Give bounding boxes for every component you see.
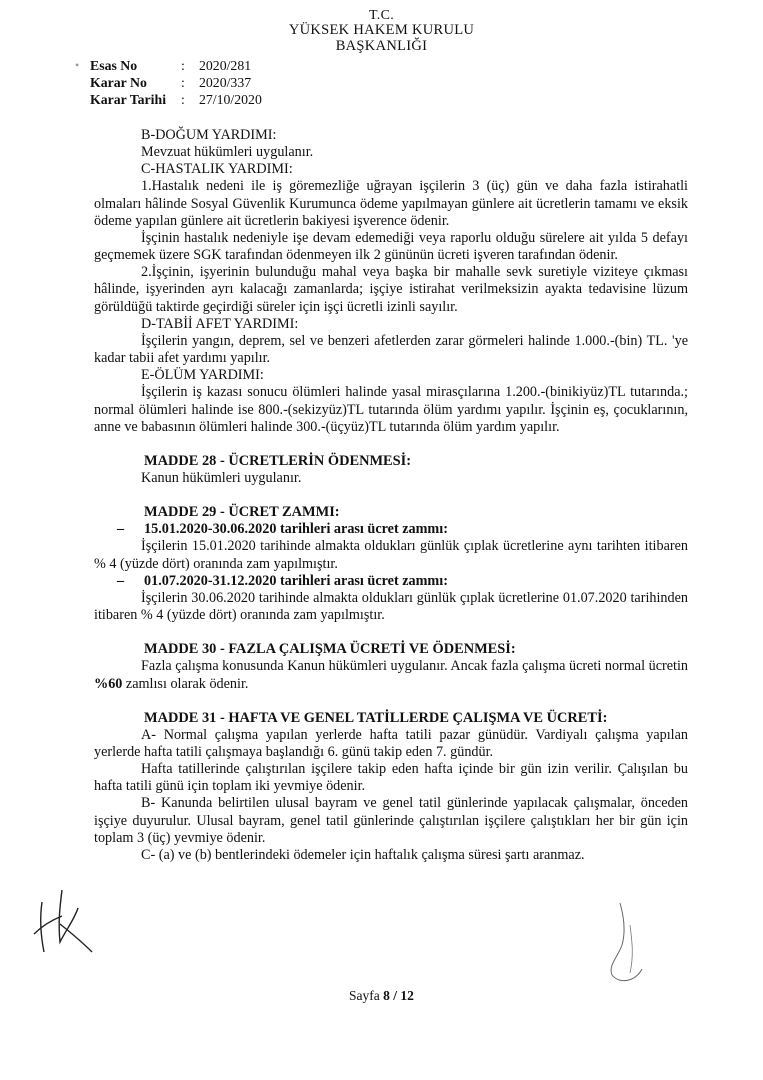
spacer — [94, 436, 688, 453]
article-29-sub1-text: İşçilerin 15.01.2020 tarihinde almakta oldukları günlük çıplak ücretlerine aynı tarihten itibaren % 4 (yüzde dört) oranında zam yapılmıştır. — [94, 538, 688, 572]
meta-colon: : — [181, 92, 185, 107]
page-label: Sayfa — [349, 988, 384, 1003]
article-30-text — [94, 658, 688, 692]
article-29-sub2-title: 01.07.2020-31.12.2020 tarihleri arası ücret zammı: — [144, 572, 448, 589]
article-30-title: MADDE 30 - FAZLA ÇALIŞMA ÜCRETİ VE ÖDENMESİ: — [144, 641, 516, 658]
paragraph-e: İşçilerin iş kazası sonucu ölümleri halinde yasal mirasçılarına 1.200.-(binikiyüz)TL tutarında.; normal ölümleri halinde ise 800.-(sekizyüz)TL tutarında ölüm yardımı yapılır. İşçinin eş, çocuklarının, anne ve babasının ölümleri halinde 300.-(üçyüz)TL tutarında ölüm yardım yapılır. — [94, 384, 688, 435]
meta-value: 2020/337 — [199, 75, 252, 90]
section-title-e: E-ÖLÜM YARDIMI: — [141, 367, 264, 384]
spacer — [94, 487, 688, 504]
article-31-para-holiday: Hafta tatillerinde çalıştırılan işçilere takip eden hafta içinde bir gün izin verilir. Çalışılan bu hafta tatili günü için toplam iki yevmiye ödenir. — [94, 761, 688, 795]
article-29-sub2-heading — [94, 573, 688, 590]
article-28-title: MADDE 28 - ÜCRETLERİN ÖDENMESİ: — [144, 452, 412, 469]
header-country: T.C. — [368, 8, 395, 23]
article-29-sub1-heading — [94, 521, 688, 538]
meta-label: Esas No — [90, 58, 138, 73]
article-30-rate: %60 — [94, 675, 123, 692]
meta-colon: : — [181, 58, 185, 73]
article-31-para-c: C- (a) ve (b) bentlerindeki ödemeler için haftalık çalışma süresi şartı aranmaz. — [141, 846, 585, 863]
signature-scribble-icon — [590, 895, 660, 990]
section-title-d: D-TABİİ AFET YARDIMI: — [141, 315, 299, 332]
dash-marker: – — [117, 521, 125, 538]
article-29-sub1-title: 15.01.2020-30.06.2020 tarihleri arası ücret zammı: — [144, 521, 448, 538]
meta-value: 27/10/2020 — [199, 92, 262, 107]
meta-value: 2020/281 — [199, 58, 252, 73]
header-institution: YÜKSEK HAKEM KURULU — [288, 22, 475, 38]
paragraph-c3: 2.İşçinin, işyerinin bulunduğu mahal veya başka bir mahalle sevk suretiyle viziteye çıkması hâlinde, işyerinden ayrı kalacağı zamanlarda; işçiye istirahat verilmeksizin ayakta tedavisine lüzum görüldüğü taktirde geçirdiği süreler için işçi ücretli izinli sayılır. — [94, 264, 688, 315]
article-31-para-b: B- Kanunda belirtilen ulusal bayram ve genel tatil günlerinde yapılacak çalışmalar, önceden işçiye duyurulur. Ulusal bayram, genel tatil günlerinde çalıştırılan işçilere çalıştıkları her bir gün için toplam 3 (üç) yevmiye ödenir. — [94, 795, 688, 846]
section-title-b: B-DOĞUM YARDIMI: — [141, 127, 277, 143]
meta-row-karar — [90, 74, 262, 91]
section-title-c: C-HASTALIK YARDIMI: — [141, 161, 293, 178]
paragraph-d: İşçilerin yangın, deprem, sel ve benzeri afetlerden zarar görmeleri halinde 1.000.-(bin) TL. 'ye kadar tabii afet yardımı yapılır. — [94, 332, 688, 367]
page-footer — [0, 988, 763, 1004]
page-number: 8 / 12 — [383, 988, 414, 1003]
bullet-dot: • — [75, 58, 80, 72]
spacer — [94, 624, 688, 641]
article-28-text: Kanun hükümleri uygulanır. — [141, 469, 302, 486]
dash-marker: – — [117, 572, 125, 589]
article-31-title: MADDE 31 - HAFTA VE GENEL TATİLLERDE ÇALIŞMA VE ÜCRETİ: — [144, 709, 608, 726]
article-29-title: MADDE 29 - ÜCRET ZAMMI: — [144, 504, 340, 521]
meta-label: Karar No — [90, 75, 147, 90]
document-body — [94, 127, 688, 864]
article-29-sub2-text: İşçilerin 30.06.2020 tarihinde almakta oldukları günlük çıplak ücretlerine 01.07.2020 tarihinden itibaren % 4 (yüzde dört) oranında zam yapılmıştır. — [94, 589, 688, 624]
meta-row-tarih — [90, 91, 262, 108]
header-department: BAŞKANLIĞI — [335, 38, 428, 54]
spacer — [94, 693, 688, 710]
meta-colon: : — [181, 75, 185, 90]
paragraph-c1: 1.Hastalık nedeni ile iş göremezliğe uğrayan işçilerin 3 (üç) gün ve daha fazla istirahatli olmaları hâlinde Sosyal Güvenlik Kurumunca ödeme yapılmayan günlere ait ücretlerin tamamı ve eksik ödeme yapılan günlere ait ücretlerin bakiyesi işverence ödenir. — [94, 178, 688, 229]
handwritten-initials-icon — [28, 880, 108, 960]
meta-label: Karar Tarihi — [90, 92, 167, 107]
article-30-text-a: Fazla çalışma konusunda Kanun hükümleri uygulanır. Ancak fazla çalışma ücreti normal ücretin — [141, 658, 688, 675]
meta-row-esas — [90, 57, 262, 74]
article-31-para-a: A- Normal çalışma yapılan yerlerde hafta tatili pazar günüdür. Vardiyalı çalışma yapılan yerlerde hafta tatili çalışmaya başlandığı 6. günü takip eden 7. gündür. — [94, 726, 688, 760]
paragraph-c2: İşçinin hastalık nedeniyle işe devam edemediği veya raporlu olduğu sürelere ait yılda 5 defayı geçmemek üzere SGK tarafından ödenmeyen ilk 2 gününün ücreti işveren tarafından ödenir. — [94, 229, 688, 264]
article-30-text-b: zamlısı olarak ödenir. — [122, 675, 249, 692]
case-metadata — [90, 57, 262, 108]
section-text-b: Mevzuat hükümleri uygulanır. — [141, 144, 314, 161]
